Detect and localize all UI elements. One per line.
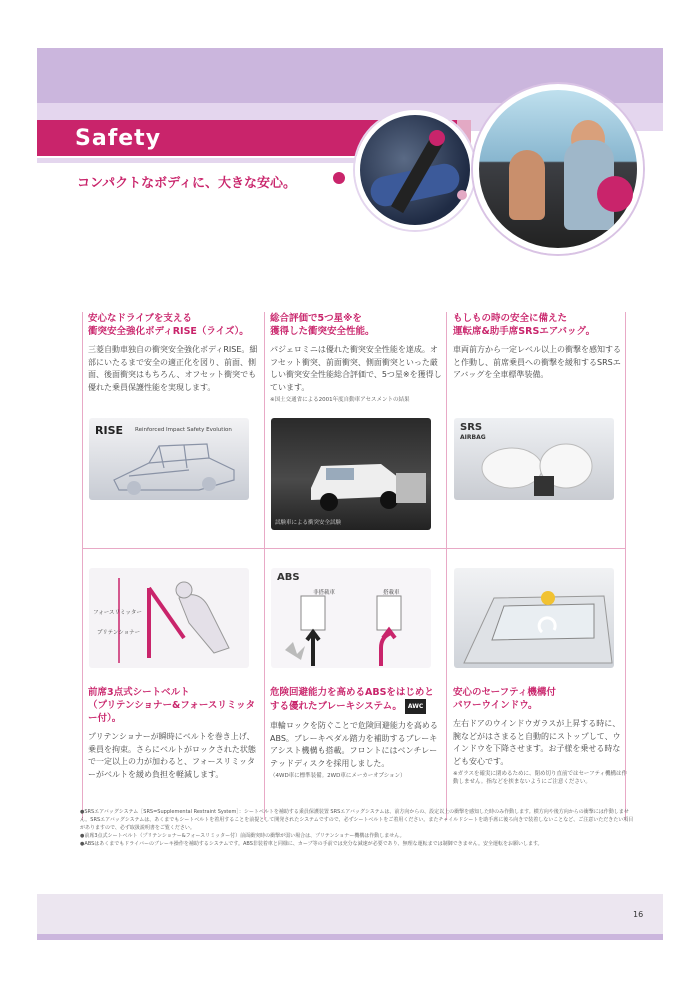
decor-dot <box>457 190 467 200</box>
feature-body: 三菱自動車独自の衝突安全強化ボディRISE。細部にいたるまで安全の適正化を図り、前面、側面、後面衝突はもちろん、オフセット衝突でも優れた乗員保護性能を実現します。 <box>88 345 258 392</box>
feature-seatbelt <box>88 686 262 781</box>
feature-body: パジェロミニは優れた衝突安全性能を達成。オフセット衝突、前面衝突、側面衝突といった厳しい衝突安全性能総合評価で、5つ星※を獲得しています。 <box>270 345 442 392</box>
section-title: Safety <box>75 126 162 151</box>
awc-badge: AWC <box>405 699 426 714</box>
feature-heading <box>270 686 444 714</box>
feature-heading: 安心のセーフティ機構付 パワーウインドウ。 <box>453 687 556 711</box>
airbag-icon <box>454 418 614 500</box>
rise-logo-subtitle: Reinforced Impact Safety Evolution <box>135 427 232 433</box>
decor-dot <box>429 130 445 146</box>
feature-heading: もしもの時の安全に備えた 運転席&助手席SRSエアバッグ。 <box>453 313 596 337</box>
footnote: ●前席3点式シートベルト（プリテンショナー&フォースリミッター付）前面衝突時の衝撃が弱い場合は、プリテンショナー機構は作動しません。 <box>80 833 405 839</box>
row-rule <box>82 548 625 549</box>
decor-dot <box>333 172 345 184</box>
feature-crash-rating <box>270 312 444 410</box>
decor-dot <box>597 176 633 212</box>
feature-heading: 安心なドライブを支える 衝突安全強化ボディRISE（ライズ）。 <box>88 313 249 337</box>
airbag-image <box>454 418 614 500</box>
footnotes <box>80 808 635 848</box>
feature-body: プリテンショナーが瞬時にベルトを巻き上げ、乗員を拘束。さらにベルトがロックされた状態で一定以上の力が加わると、フォースリミッターがベルトを緩め負担を軽減します。 <box>88 732 256 779</box>
car-frame-icon <box>89 418 249 500</box>
footnote: ●ABSはあくまでもドライバーのブレーキ操作を補助するシステムです。ABS非装着車と同様に、カーブ等の手前では充分な減速が必要であり、無理な運転までは制御できません。安全運転をお願いします。 <box>80 841 543 847</box>
crash-car-icon <box>271 418 431 530</box>
power-window-image <box>454 568 614 668</box>
feature-heading: 総合評価で5つ星※を 獲得した衝突安全性能。 <box>270 313 375 337</box>
feature-rise <box>88 312 262 394</box>
feature-abs <box>270 686 444 786</box>
column-rule <box>446 312 447 820</box>
feature-power-window <box>453 686 627 792</box>
car-door-icon <box>454 568 614 668</box>
abs-arrows-icon <box>271 568 431 668</box>
label-pretensioner: プリテンショナー <box>97 630 141 636</box>
label-with-abs: 搭載車 <box>383 590 400 596</box>
seatbelt-diagram <box>89 568 249 668</box>
feature-body: 車輪ロックを防ぐことで危険回避能力を高めるABS。ブレーキペダル踏力を補助するブレーキアシスト機構も搭載。フロントにはベンチレーテッドディスクを採用しました。 <box>270 721 438 768</box>
seatbelt-diagram-icon <box>89 568 249 668</box>
brochure-page <box>37 48 663 940</box>
rise-body-image <box>89 418 249 500</box>
driver-photo <box>473 84 643 254</box>
feature-note: ※国土交通省による2001年度自動車アセスメントの結果 <box>270 397 410 403</box>
label-force-limiter: フォースリミッター <box>93 610 142 616</box>
page-number: 16 <box>633 910 644 919</box>
feature-body: 車両前方から一定レベル以上の衝撃を感知すると作動し、前席乗員への衝撃を緩和するSRSエアバッグを全車標準装備。 <box>453 345 621 379</box>
label-without-abs: 非搭載車 <box>313 590 336 596</box>
abs-logo: ABS <box>277 572 300 583</box>
srs-logo-subtitle: AIRBAG <box>460 434 486 441</box>
rise-logo: RISE <box>95 424 123 437</box>
page-subtitle: コンパクトなボディに、大きな安心。 <box>77 176 297 191</box>
crash-image-caption: 試験車による衝突安全試験 <box>275 520 342 526</box>
feature-note: ※ガラスを確実に閉めるために、閉め切り直前ではセーフティ機構は作動しません。指などを挟まないようにご注意ください。 <box>453 771 628 785</box>
feature-airbag <box>453 312 627 382</box>
bottom-rule <box>37 934 663 940</box>
abs-diagram <box>271 568 431 668</box>
column-rule <box>82 312 83 820</box>
abs-heading-text: 危険回避能力を高めるABSをはじめと する優れたブレーキシステム。 <box>270 687 434 712</box>
srs-logo: SRS <box>460 422 483 433</box>
feature-heading: 前席3点式シートベルト （プリテンショナー&フォースリミッター付）。 <box>88 687 256 724</box>
crash-test-image <box>271 418 431 530</box>
feature-note: （4WD車に標準装備。2WD車にメーカーオプション） <box>270 773 406 779</box>
footnote: ●SRSエアバッグシステム［SRS=Supplemental Restraint System］：シートベルトを補助する乗員保護装置 SRSエアバッグシステムは、前方向からの、設定以上の衝撃を感知した時のみ作動します。横方向や後方向からの衝撃には作動しません。SRSエアバッグシステムは、あくまでもシートベルトを着用することを前提として開発されたシステムですので、必ずシートベルトをご着用ください。またチャイルドシートを助手席に後ろ向きで装着しないことなど、ご注意いただきたい項目がありますので、必ず取扱説明書をご覧ください。 <box>80 809 634 831</box>
seatbelt-photo <box>355 110 475 230</box>
feature-body: 左右ドアのウインドウガラスが上昇する時に、腕などがはさまると自動的にストップして、ウインドウを下降させます。お子様を乗せる時なども安心です。 <box>453 719 621 766</box>
column-rule <box>264 312 265 820</box>
